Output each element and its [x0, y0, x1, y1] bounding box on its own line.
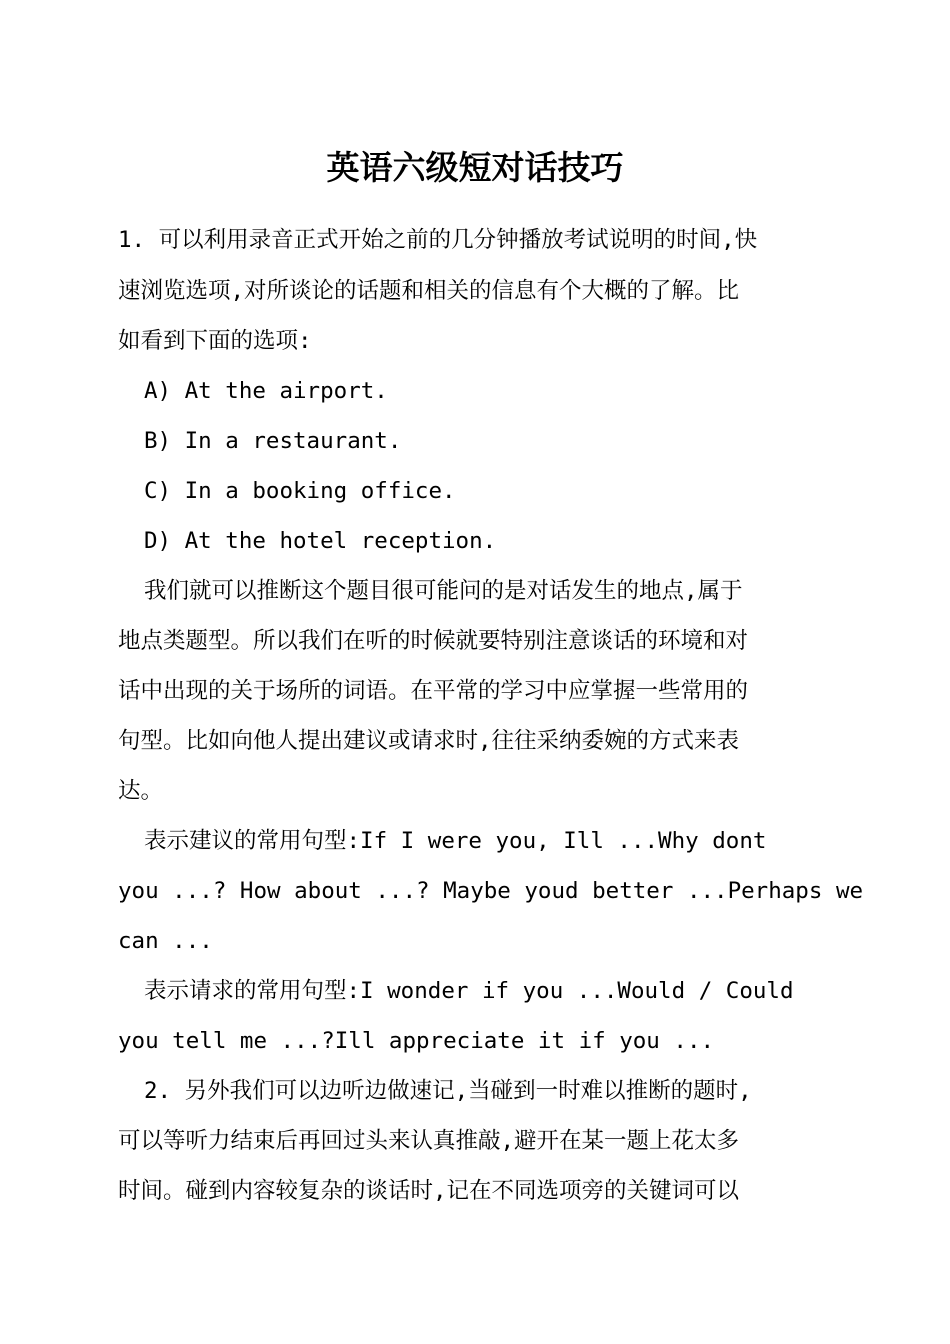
paragraph-1-line-3: 如看到下面的选项: — [118, 328, 312, 354]
paragraph-1-line-2: 速浏览选项,对所谈论的话题和相关的信息有个大概的了解。比 — [118, 278, 740, 304]
paragraph-2-line-2: 地点类题型。所以我们在听的时候就要特别注意谈话的环境和对 — [118, 628, 749, 654]
document-title: 英语六级短对话技巧 — [326, 148, 624, 187]
paragraph-2-line-1: 我们就可以推断这个题目很可能问的是对话发生的地点,属于 — [144, 578, 743, 604]
paragraph-2-line-4: 句型。比如向他人提出建议或请求时,往往采纳委婉的方式来表 — [118, 728, 740, 754]
request-patterns-line-1: 表示请求的常用句型:I wonder if you ...Would / Could — [144, 978, 794, 1004]
paragraph-1-line-1: 1. 可以利用录音正式开始之前的几分钟播放考试说明的时间,快 — [118, 227, 758, 253]
suggestion-patterns-line-1: 表示建议的常用句型:If I were you, Ill ...Why dont — [144, 828, 767, 854]
paragraph-3-line-1: 2. 另外我们可以边听边做速记,当碰到一时难以推断的题时, — [144, 1078, 752, 1104]
option-b: B) In a restaurant. — [144, 428, 402, 454]
suggestion-patterns-line-2: you ...? How about ...? Maybe youd better ...Perhaps we — [118, 878, 864, 904]
paragraph-3-line-3: 时间。碰到内容较复杂的谈话时,记在不同选项旁的关键词可以 — [118, 1178, 740, 1204]
request-patterns-line-2: you tell me ...?Ill appreciate it if you ... — [118, 1028, 715, 1054]
paragraph-2-line-5: 达。 — [118, 778, 164, 804]
option-d: D) At the hotel reception. — [144, 528, 497, 554]
suggestion-patterns-line-3: can ... — [118, 928, 213, 954]
paragraph-2-line-3: 话中出现的关于场所的词语。在平常的学习中应掌握一些常用的 — [118, 678, 749, 704]
option-c: C) In a booking office. — [144, 478, 456, 504]
option-a: A) At the airport. — [144, 378, 388, 404]
paragraph-3-line-2: 可以等听力结束后再回过头来认真推敲,避开在某一题上花太多 — [118, 1128, 740, 1154]
